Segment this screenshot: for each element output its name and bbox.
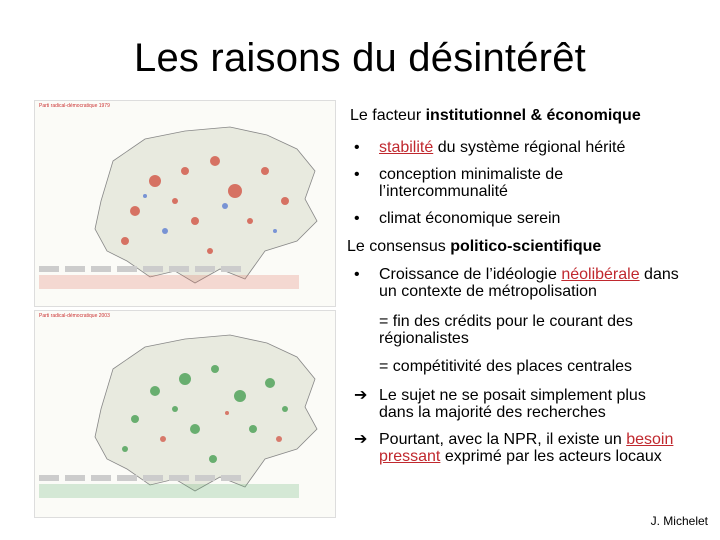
arrow-right-icon: ➔ [354, 387, 368, 404]
bullet-marker: • [354, 266, 360, 283]
arrow-right-icon: ➔ [354, 431, 368, 448]
arrow2-post: exprimé par les acteurs locaux [440, 448, 662, 465]
arrow2-pre: Pourtant, avec la NPR, il existe un [379, 431, 627, 448]
heading-institutionnel [350, 107, 641, 124]
stabilite-rest: du système régional hérité [433, 139, 626, 156]
conception-text: conception minimaliste de l’intercommunalité [379, 166, 564, 200]
heading1-bold: institutionnel & économique [425, 107, 641, 124]
map-top-caption: Parti radical-démocratique 1979 [39, 103, 110, 109]
maps-figure [34, 100, 334, 516]
slide-title: Les raisons du désintérêt [134, 36, 586, 80]
author-credit: J. Michelet [650, 514, 708, 528]
equation-competitivite: = compétitivité des places centrales [379, 358, 633, 375]
croissance-pre: Croissance de l’idéologie [379, 266, 562, 283]
map-bottom-image [35, 311, 335, 517]
heading1-prefix: Le facteur [350, 107, 426, 124]
besoin-pressant-term: besoin pressant [379, 431, 674, 465]
map-top-image [35, 101, 335, 306]
stabilite-term: stabilité [379, 139, 434, 156]
heading2-bold: politico-scientifique [450, 238, 602, 255]
croissance-post: dans un contexte de métropolisation [379, 266, 679, 300]
bullet-marker: • [354, 210, 360, 227]
equation-credits: = fin des crédits pour le courant des régionalistes [379, 313, 633, 347]
bullet-marker: • [354, 166, 360, 183]
heading2-prefix: Le consensus [347, 238, 451, 255]
heading-consensus [347, 238, 601, 255]
map-top [34, 100, 336, 307]
arrow1-text: Le sujet ne se posait simplement plus dans la majorité des recherches [379, 387, 646, 421]
map-bottom-caption: Parti radical-démocratique 2003 [39, 313, 110, 319]
climat-text: climat économique serein [379, 210, 561, 227]
bullet-marker: • [354, 139, 360, 156]
map-bottom [34, 310, 336, 518]
neoliberale-term: néolibérale [561, 266, 640, 283]
